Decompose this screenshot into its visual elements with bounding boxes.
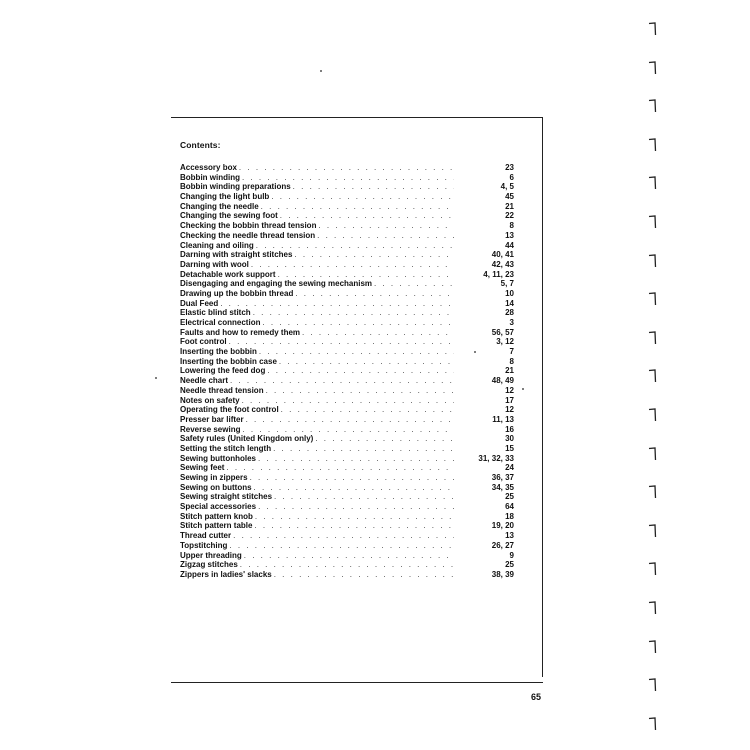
toc-entry-title: Lowering the feed dog: [180, 366, 266, 376]
toc-entry: [180, 454, 514, 464]
toc-entry: [180, 173, 514, 183]
dot-leader: [220, 299, 454, 309]
dot-leader: [281, 405, 454, 415]
toc-entry: [180, 347, 514, 357]
binder-tab-icon: [648, 215, 657, 229]
dot-leader: [317, 231, 454, 241]
toc-entry-title: Inserting the bobbin case: [180, 356, 277, 366]
toc-entry-pages: 16: [505, 424, 514, 434]
toc-entry-pages: 18: [505, 511, 514, 521]
toc-entry-title: Operating the foot control: [180, 405, 279, 415]
dot-leader: [246, 415, 454, 425]
toc-entry-title: Upper threading: [180, 550, 242, 560]
toc-entry: [180, 182, 514, 192]
toc-entry: [180, 551, 514, 561]
toc-entry-pages: 36, 37: [491, 473, 514, 482]
binder-tab-icon: [648, 61, 657, 75]
toc-entry-pages: 9: [509, 550, 514, 560]
dot-leader: [315, 434, 454, 444]
toc-entry-title: Darning with straight stitches: [180, 250, 293, 260]
toc-entry-title: Elastic blind stitch: [180, 308, 251, 318]
contents-heading: Contents:: [180, 140, 221, 150]
toc-entry-pages: 19, 20: [491, 521, 514, 531]
dot-leader: [294, 250, 454, 260]
toc-entry-title: Thread cutter: [180, 531, 232, 541]
toc-entry-title: Disengaging and engaging the sewing mechanism: [180, 279, 373, 289]
toc-entry-pages: 28: [505, 308, 514, 318]
toc-entry: [180, 211, 514, 221]
toc-entry: [180, 308, 514, 318]
toc-entry-pages: 4, 5: [500, 182, 514, 192]
dot-leader: [273, 444, 454, 454]
toc-entry: [180, 366, 514, 376]
dot-leader: [229, 337, 454, 347]
toc-entry: [180, 531, 514, 541]
scan-speck: [522, 388, 524, 390]
binder-tab-icon: [648, 601, 657, 615]
binder-tab-icon: [648, 524, 657, 538]
dot-leader: [262, 318, 454, 328]
toc-entry-pages: 34, 35: [491, 482, 514, 492]
dot-leader: [230, 376, 454, 386]
toc-entry-title: Changing the sewing foot: [180, 211, 278, 221]
toc-entry-pages: 3: [509, 318, 514, 327]
toc-entry: [180, 328, 514, 338]
toc-entry-title: Sewing buttonholes: [180, 453, 256, 463]
toc-entry-title: Checking the needle thread tension: [180, 230, 316, 240]
toc-entry-pages: 31, 32, 33: [478, 453, 514, 463]
binder-tab-icon: [648, 562, 657, 576]
dot-leader: [242, 425, 454, 435]
toc-entry: [180, 279, 514, 289]
scan-speck: [155, 377, 157, 379]
toc-entry: [180, 260, 514, 270]
dot-leader: [226, 463, 454, 473]
toc-entry-pages: 11, 13: [492, 414, 514, 424]
toc-entry-pages: 13: [505, 531, 514, 541]
toc-entry-title: Changing the needle: [180, 201, 259, 211]
binder-tab-icon: [648, 254, 657, 268]
binder-tab-icon: [648, 447, 657, 461]
dot-leader: [240, 560, 454, 570]
dot-leader: [280, 211, 454, 221]
toc-entry: [180, 299, 514, 309]
toc-entry-title: Accessory box: [180, 163, 237, 172]
toc-entry-pages: 4, 11, 23: [483, 269, 514, 279]
toc-entry: [180, 202, 514, 212]
toc-entry: [180, 570, 514, 580]
toc-entry: [180, 337, 514, 347]
toc-entry: [180, 512, 514, 522]
toc-entry-title: Bobbin winding: [180, 172, 240, 182]
binder-tab-icon: [648, 138, 657, 152]
binder-tab-icon: [648, 717, 657, 731]
toc-entry-pages: 3, 12: [496, 337, 514, 347]
dot-leader: [253, 308, 454, 318]
toc-entry-title: Bobbin winding preparations: [180, 182, 291, 192]
toc-entry: [180, 192, 514, 202]
toc-entry-pages: 12: [505, 385, 514, 395]
dot-leader: [229, 541, 454, 551]
dot-leader: [242, 173, 454, 183]
toc-entry-pages: 6: [509, 172, 514, 182]
toc-entry-title: Dual Feed: [180, 298, 219, 308]
toc-entry-title: Sewing feet: [180, 463, 225, 473]
toc-entry: [180, 483, 514, 493]
toc-entry-pages: 22: [505, 211, 514, 221]
toc-entry: [180, 492, 514, 502]
toc-entry: [180, 231, 514, 241]
toc-entry-title: Setting the stitch length: [180, 443, 272, 453]
toc-entry-title: Topstitching: [180, 540, 228, 550]
toc-entry-title: Notes on safety: [180, 395, 240, 405]
toc-entry-title: Sewing straight stitches: [180, 492, 273, 502]
binder-tab-icon: [648, 22, 657, 36]
dot-leader: [293, 182, 454, 192]
toc-entry-pages: 64: [505, 502, 514, 512]
toc-entry-pages: 7: [509, 347, 514, 357]
toc-entry-title: Safety rules (United Kingdom only): [180, 434, 314, 444]
toc-entry-pages: 25: [505, 560, 514, 570]
binder-tab-icon: [648, 640, 657, 654]
toc-entry: [180, 318, 514, 328]
toc-entry-title: Electrical connection: [180, 318, 261, 327]
dot-leader: [254, 483, 454, 493]
toc-entry-title: Changing the light bulb: [180, 192, 270, 202]
toc-entry-pages: 25: [505, 492, 514, 502]
dot-leader: [259, 347, 454, 357]
toc-entry-title: Zippers in ladies' slacks: [180, 569, 272, 579]
toc-entry-pages: 38, 39: [491, 569, 514, 579]
toc-entry-title: Inserting the bobbin: [180, 347, 257, 357]
toc-entry: [180, 241, 514, 251]
toc-entry-pages: 30: [505, 434, 514, 444]
dot-leader: [254, 521, 454, 531]
toc-entry-pages: 10: [505, 288, 514, 298]
toc-entry-title: Checking the bobbin thread tension: [180, 221, 317, 231]
dot-leader: [261, 202, 454, 212]
toc-entry-title: Stitch pattern knob: [180, 511, 253, 521]
toc-entry-pages: 8: [509, 221, 514, 231]
toc-entry-title: Special accessories: [180, 502, 257, 512]
binder-tab-icon: [648, 408, 657, 422]
toc-entry-title: Detachable work support: [180, 269, 276, 279]
toc-entry-pages: 17: [505, 395, 514, 405]
dot-leader: [278, 270, 454, 280]
dot-leader: [239, 163, 454, 173]
toc-entry: [180, 521, 514, 531]
toc-entry: [180, 376, 514, 386]
toc-entry: [180, 405, 514, 415]
toc-entry-pages: 13: [505, 230, 514, 240]
toc-entry-title: Sewing on buttons: [180, 482, 252, 492]
toc-entry: [180, 463, 514, 473]
toc-entry-pages: 8: [509, 356, 514, 366]
toc-entry: [180, 444, 514, 454]
toc-entry-title: Sewing in zippers: [180, 473, 248, 482]
toc-entry: [180, 163, 514, 173]
toc-entry-pages: 56, 57: [491, 327, 514, 337]
toc-entry-title: Needle chart: [180, 376, 229, 386]
dot-leader: [374, 279, 454, 289]
dot-leader: [244, 551, 454, 561]
toc-entry: [180, 270, 514, 280]
dot-leader: [256, 241, 454, 251]
binder-tab-icon: [648, 369, 657, 383]
toc-entry-pages: 40, 41: [491, 250, 514, 260]
dot-leader: [255, 512, 454, 522]
dot-leader: [279, 357, 454, 367]
toc-entry: [180, 473, 514, 483]
toc-entry: [180, 250, 514, 260]
dot-leader: [295, 289, 454, 299]
toc-entry-title: Faults and how to remedy them: [180, 327, 301, 337]
toc-entry-pages: 26, 27: [491, 540, 514, 550]
toc-entry-pages: 48, 49: [491, 376, 514, 386]
toc-entry-pages: 24: [505, 463, 514, 473]
toc-entry-pages: 45: [505, 192, 514, 202]
scan-speck: [474, 351, 476, 353]
binder-tab-marks: [648, 0, 660, 750]
dot-leader: [258, 454, 454, 464]
toc-entry: [180, 221, 514, 231]
dot-leader: [274, 570, 454, 580]
dot-leader: [271, 192, 454, 202]
binder-tab-icon: [648, 176, 657, 190]
toc-entry-pages: 15: [505, 443, 514, 453]
toc-entry: [180, 502, 514, 512]
dot-leader: [267, 366, 454, 376]
toc-entry: [180, 541, 514, 551]
toc-entry-title: Presser bar lifter: [180, 414, 244, 424]
toc-entry-pages: 5, 7: [500, 279, 514, 289]
page-number: 65: [531, 692, 542, 702]
dot-leader: [318, 221, 454, 231]
toc-entry: [180, 289, 514, 299]
toc-entry-title: Drawing up the bobbin thread: [180, 288, 294, 298]
scan-speck: [320, 70, 322, 72]
binder-tab-icon: [648, 99, 657, 113]
toc-entry-pages: 12: [505, 405, 514, 415]
binder-tab-icon: [648, 331, 657, 345]
toc-entry: [180, 434, 514, 444]
toc-entry-title: Foot control: [180, 337, 227, 347]
toc-entry-pages: 44: [505, 240, 514, 250]
page-frame-top: [171, 117, 543, 118]
dot-leader: [274, 492, 454, 502]
toc-entry-pages: 23: [505, 163, 514, 172]
toc-entry-title: Needle thread tension: [180, 385, 264, 395]
toc-entry-title: Stitch pattern table: [180, 521, 253, 531]
toc-entry-pages: 42, 43: [491, 259, 514, 269]
toc-entry-pages: 21: [505, 366, 514, 376]
dot-leader: [233, 531, 454, 541]
toc-entry: [180, 396, 514, 406]
page-frame-right: [542, 117, 543, 677]
dot-leader: [258, 502, 454, 512]
toc-entry: [180, 357, 514, 367]
dot-leader: [266, 386, 454, 396]
dot-leader: [251, 260, 454, 270]
footer-rule: [171, 682, 543, 683]
dot-leader: [242, 396, 454, 406]
toc-entry-pages: 14: [505, 298, 514, 308]
table-of-contents: [180, 163, 514, 580]
toc-entry: [180, 560, 514, 570]
toc-entry: [180, 386, 514, 396]
toc-entry-title: Cleaning and oiling: [180, 240, 254, 250]
toc-entry-title: Darning with wool: [180, 259, 249, 269]
dot-leader: [302, 328, 454, 338]
toc-entry-title: Reverse sewing: [180, 424, 241, 434]
toc-entry-pages: 21: [505, 201, 514, 211]
toc-entry: [180, 425, 514, 435]
toc-entry: [180, 415, 514, 425]
binder-tab-icon: [648, 292, 657, 306]
dot-leader: [250, 473, 454, 483]
binder-tab-icon: [648, 678, 657, 692]
binder-tab-icon: [648, 485, 657, 499]
toc-entry-title: Zigzag stitches: [180, 560, 238, 570]
